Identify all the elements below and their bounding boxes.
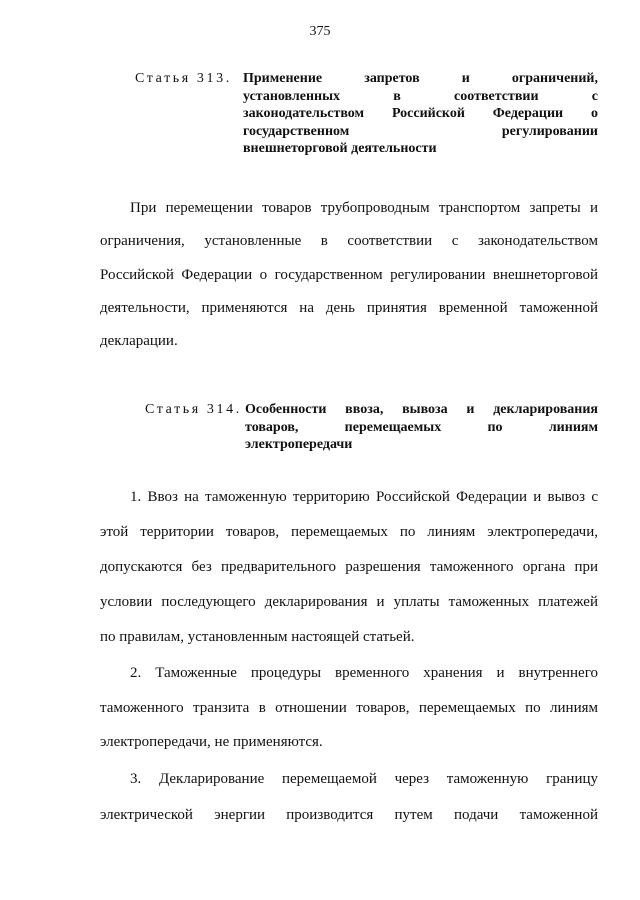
text-line: 2. Таможенные процедуры временного хранения и внутреннего — [130, 665, 598, 681]
text-line: При перемещении товаров трубопроводным транспортом запреты и — [130, 200, 598, 216]
title-line: законодательством Российской Федерации о — [243, 106, 598, 121]
text-line: ограничения, установленные в соответствии с законодательством — [100, 233, 598, 250]
article-label: Статья 313. — [135, 71, 232, 86]
text-line: электропередачи, не применяются. — [100, 734, 323, 750]
text-line: допускаются без предварительного разрешения таможенного органа при — [100, 559, 598, 575]
article-title — [245, 401, 598, 454]
title-line: Особенности ввоза, вывоза и декларирования — [245, 402, 598, 417]
text-line: 1. Ввоз на таможенную территорию Российской Федерации и вывоз с — [130, 489, 598, 505]
text-line: деятельности, применяются на день принятия временной таможенной — [100, 299, 598, 316]
article-314-paragraph-2 — [100, 656, 598, 760]
page-number: 375 — [309, 24, 331, 39]
article-label: Статья 314. — [145, 402, 242, 417]
text-line: 3. Декларирование перемещаемой через таможенную границу — [130, 771, 598, 787]
article-title — [243, 70, 598, 158]
title-line: товаров, перемещаемых по линиям — [245, 419, 598, 435]
text-line: декларации. — [100, 333, 178, 350]
text-line: по правилам, установленным настоящей статьей. — [100, 629, 415, 645]
article-314-paragraph-1 — [100, 480, 598, 655]
text-line: электрической энергии производится путем подачи таможенной — [100, 807, 598, 823]
title-line: установленных в соответствии с — [243, 88, 598, 104]
article-314-paragraph-3 — [100, 761, 598, 833]
text-line: условии последующего декларирования и уплаты таможенных платежей — [100, 594, 598, 610]
title-line: внешнеторговой деятельности — [243, 141, 437, 156]
text-line: Российской Федерации о государственном регулировании внешнеторговой — [100, 266, 598, 283]
title-line: государственном регулировании — [243, 123, 598, 139]
text-line: этой территории товаров, перемещаемых по линиям электропередачи, — [100, 524, 598, 540]
article-313-paragraph — [100, 192, 598, 358]
title-line: электропередачи — [245, 437, 353, 452]
text-line: таможенного транзита в отношении товаров, перемещаемых по линиям — [100, 699, 598, 716]
title-line: Применение запретов и ограничений, — [243, 71, 598, 86]
